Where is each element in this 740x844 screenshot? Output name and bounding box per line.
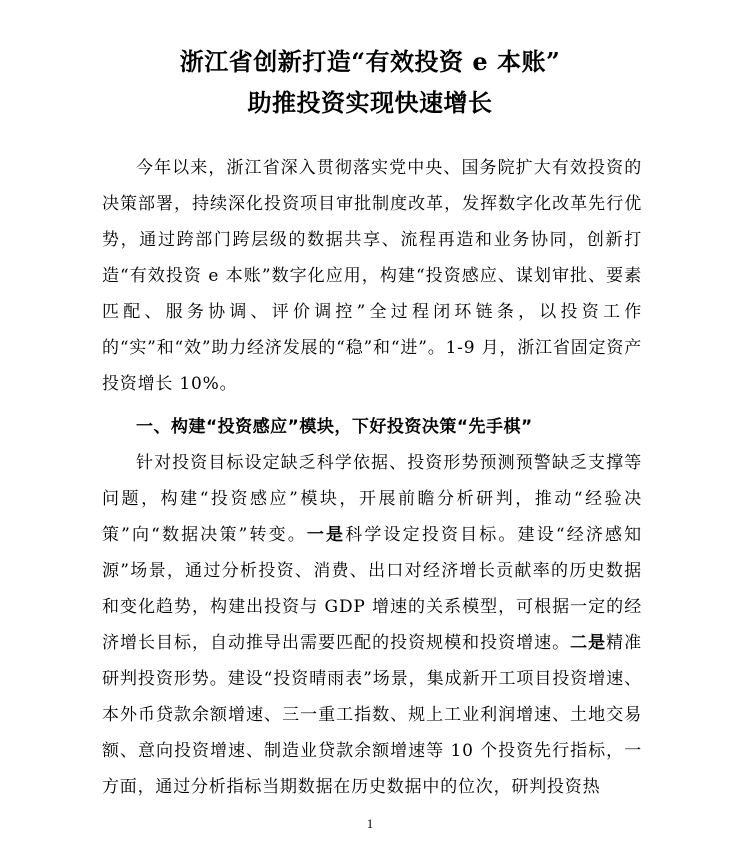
section-heading-1: 一、构建“投资感应”模块，下好投资决策“先手棋” [136, 417, 533, 437]
bold-marker-second: 二是 [570, 633, 607, 653]
page-number: 1 [366, 816, 374, 831]
paragraph-text-segment: 科学设定投资目标。建设“经济感知源”场景，通过分析投资、消费、出口对经济增长贡献率的历史数据和变化趋势，构建出投资与 GDP 增速的关系模型，可根据一定的经济增长目标，自动推导出需要匹配的投资规模和投资增速。 [102, 525, 642, 653]
document-title-line-1: 浙江省创新打造“有效投资 e 本账” [179, 47, 561, 76]
intro-paragraph: 今年以来，浙江省深入贯彻落实党中央、国务院扩大有效投资的决策部署，持续深化投资项目审批制度改革，发挥数字化改革先行优势，通过跨部门跨层级的数据共享、流程再造和业务协同，创新打造“有效投资 e 本账”数字化应用，构建“投资感应、谋划审批、要素匹配、服务协调、评价调控”全过程闭环链条，以投资工作的“实”和“效”助力经济发展的“稳”和“进”。1-9 月，浙江省固定资产投资增长 10%。 [102, 158, 642, 394]
bold-marker-first: 一是 [306, 525, 346, 545]
section1-paragraph [102, 445, 642, 805]
paragraph-text-segment: 针对投资目标设定缺乏科学依据、投资形势预测预警缺乏支撑等问题，构建“投资感应”模块，开展前瞻分析研判，推动“经验决策”向“数据决策”转变。 [102, 453, 642, 545]
document-title-line-2: 助推投资实现快速增长 [247, 88, 493, 117]
paragraph-text-segment: 精准研判投资形势。建设“投资晴雨表”场景，集成新开工项目投资增速、本外币贷款余额增速、三一重工指数、规上工业利润增速、土地交易额、意向投资增速、制造业贷款余额增速等 10 个投资先行指标，一方面，通过分析指标当期数据在历史数据中的位次，研判投资热 [102, 633, 642, 797]
